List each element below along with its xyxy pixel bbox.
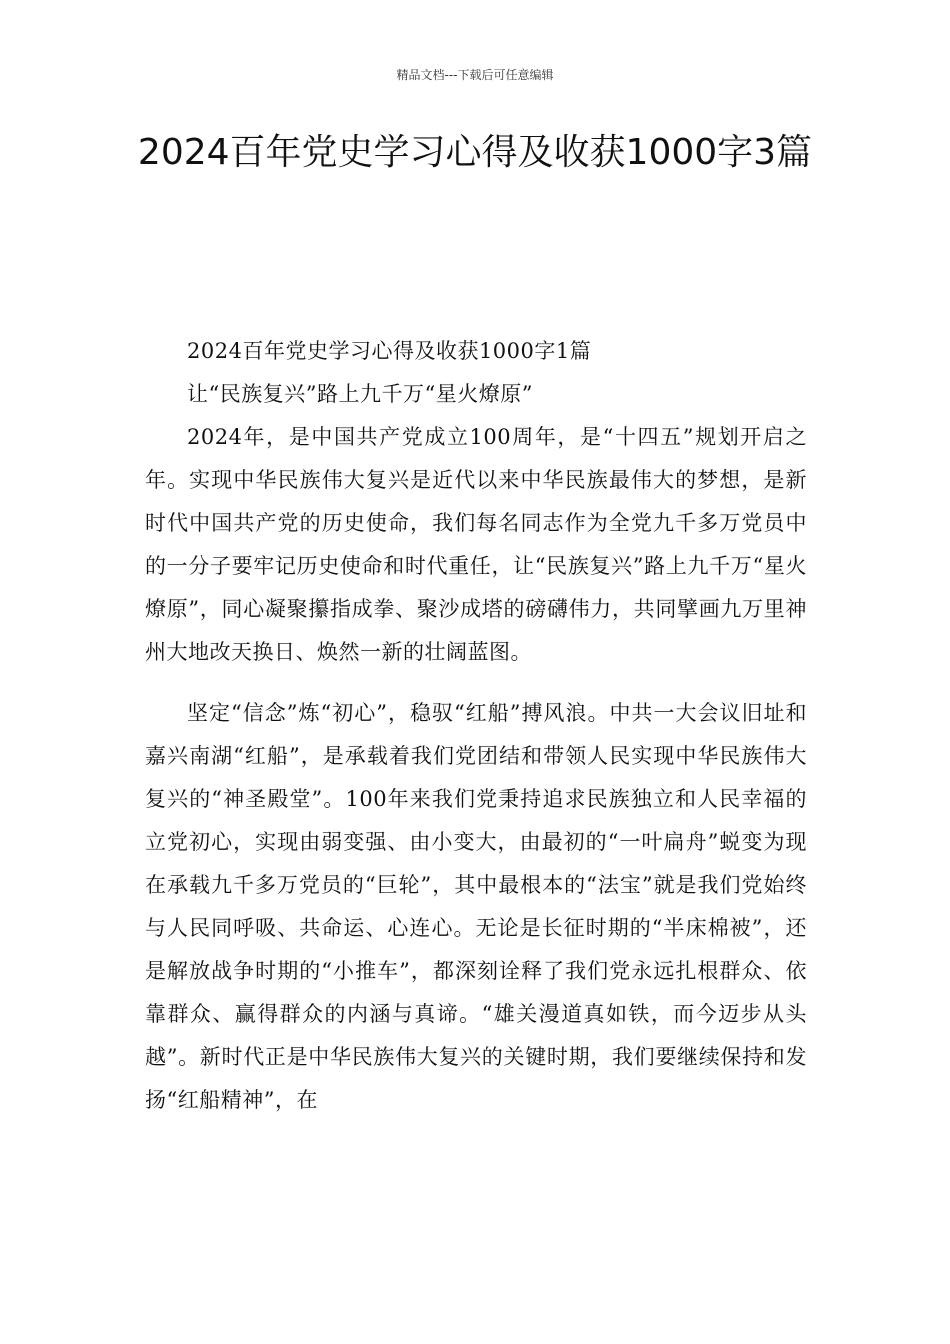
paragraph: 2024年，是中国共产党成立100周年，是“十四五”规划开启之年。实现中华民族伟大复兴是近代以来中华民族最伟大的梦想，是新时代中国共产党的历史使命，我们每名同志作为全党九千多万党员中的一分子要牢记历史使命和时代重任，让“民族复兴”路上九千万“星火燎原”，同心凝聚攥指成拳、聚沙成塔的磅礴伟力，共同擘画九万里神州大地改天换日、焕然一新的壮阔蓝图。 [145, 425, 807, 664]
article-heading: 让“民族复兴”路上九千万“星火燎原” [187, 382, 533, 406]
document-body [145, 330, 807, 1122]
document-title: 2024百年党史学习心得及收获1000字3篇 [137, 132, 813, 173]
header-note: 精品文档---下载后可任意编辑 [396, 68, 554, 82]
section-subtitle: 2024百年党史学习心得及收获1000字1篇 [187, 339, 592, 363]
paragraph: 坚定“信念”炼“初心”，稳驭“红船”搏风浪。中共一大会议旧址和嘉兴南湖“红船”，是承载着我们党团结和带领人民实现中华民族伟大复兴的“神圣殿堂”。100年来我们党秉持追求民族独立和人民幸福的立党初心，实现由弱变强、由小变大，由最初的“一叶扁舟”蜕变为现在承载九千多万党员的“巨轮”，其中最根本的“法宝”就是我们党始终与人民同呼吸、共命运、心连心。无论是长征时期的“半床棉被”，还是解放战争时期的“小推车”，都深刻诠释了我们党永远扎根群众、依靠群众、赢得群众的内涵与真谛。“雄关漫道真如铁，而今迈步从头越”。新时代正是中华民族伟大复兴的关键时期，我们要继续保持和发扬“红船精神”，在 [145, 701, 807, 1112]
